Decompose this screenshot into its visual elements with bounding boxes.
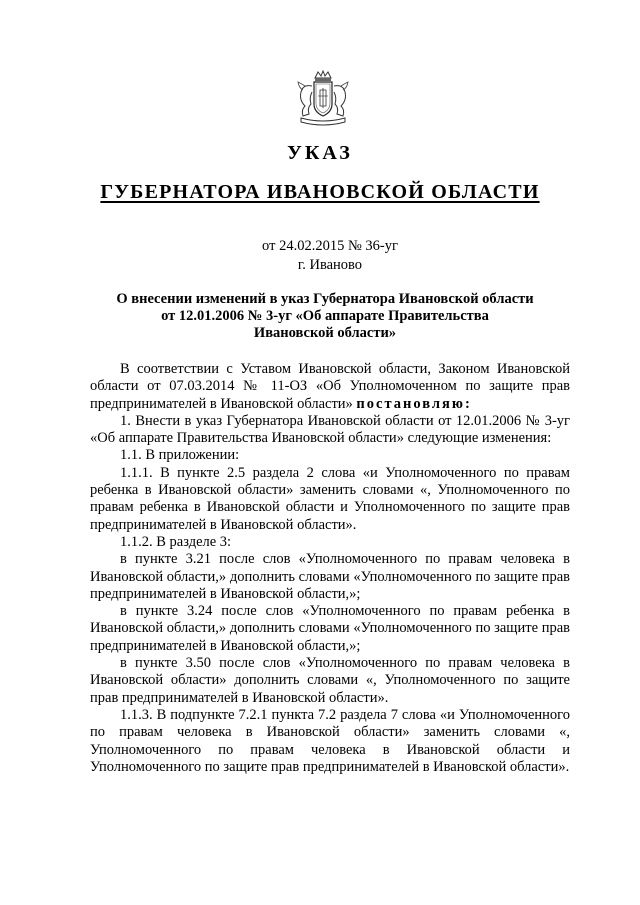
subject-line-1: О внесении изменений в указ Губернатора Ивановской области <box>116 291 534 307</box>
document-type: УКАЗ <box>287 142 353 164</box>
coat-of-arms-icon <box>293 70 353 128</box>
paragraph-1-1-1: 1.1.1. В пункте 2.5 раздела 2 слова «и Уполномоченного по правам ребенка в Ивановской области» заменить словами «, Уполномоченного по правам ребенка в Ивановской области и Уполномоченного по защите прав предпринимателей в Ивановской области». <box>90 464 570 533</box>
authority-text: ГУБЕРНАТОРА ИВАНОВСКОЙ ОБЛАСТИ <box>100 181 540 203</box>
preamble-paragraph <box>90 361 570 413</box>
decree-body <box>90 361 570 776</box>
city: г. Иваново <box>297 257 363 273</box>
decree-subject <box>90 291 560 342</box>
paragraph-3-21: в пункте 3.21 после слов «Уполномоченного по правам человека в Ивановской области,» дополнить словами «Уполномоченного по защите прав предпринимателей в Ивановской области,»; <box>90 551 570 602</box>
paragraph-3-24: в пункте 3.24 после слов «Уполномоченного по правам ребенка в Ивановской области,» дополнить словами «Уполномоченного по защите прав предпринимателей в Ивановской области,»; <box>90 603 570 654</box>
date-number: от 24.02.2015 № 36-уг <box>262 238 398 254</box>
decree-word: постановляю: <box>356 395 472 412</box>
paragraph-3-50: в пункте 3.50 после слов «Уполномоченного по правам человека в Ивановской области» дополнить словами «, Уполномоченного по защите прав предпринимателей в Ивановской области». <box>90 655 570 706</box>
preamble-text: В соответствии с Уставом Ивановской области, Законом Ивановской области от 07.03.2014 № 11-ОЗ «Об Уполномоченном по защите прав предпринимателей в Ивановской области» <box>90 361 570 412</box>
paragraph-1-1-2: 1.1.2. В разделе 3: <box>120 533 232 550</box>
issuing-authority <box>0 181 640 204</box>
subject-line-3: Ивановской области» <box>253 325 397 341</box>
paragraph-1-1: 1.1. В приложении: <box>120 447 240 464</box>
paragraph-1: 1. Внести в указ Губернатора Ивановской области от 12.01.2006 № 3-уг «Об аппарате Правительства Ивановской области» следующие изменения: <box>90 412 570 447</box>
paragraph-1-1-3: 1.1.3. В подпункте 7.2.1 пункта 7.2 раздела 7 слова «и Уполномоченного по правам человека в Ивановской области» заменить словами «, Уполномоченного по правам человека в Ивановской области и Уполномоченного по защите прав предпринимателей в Ивановской области». <box>90 706 570 775</box>
subject-line-2: от 12.01.2006 № 3-уг «Об аппарате Правительства <box>161 308 489 324</box>
